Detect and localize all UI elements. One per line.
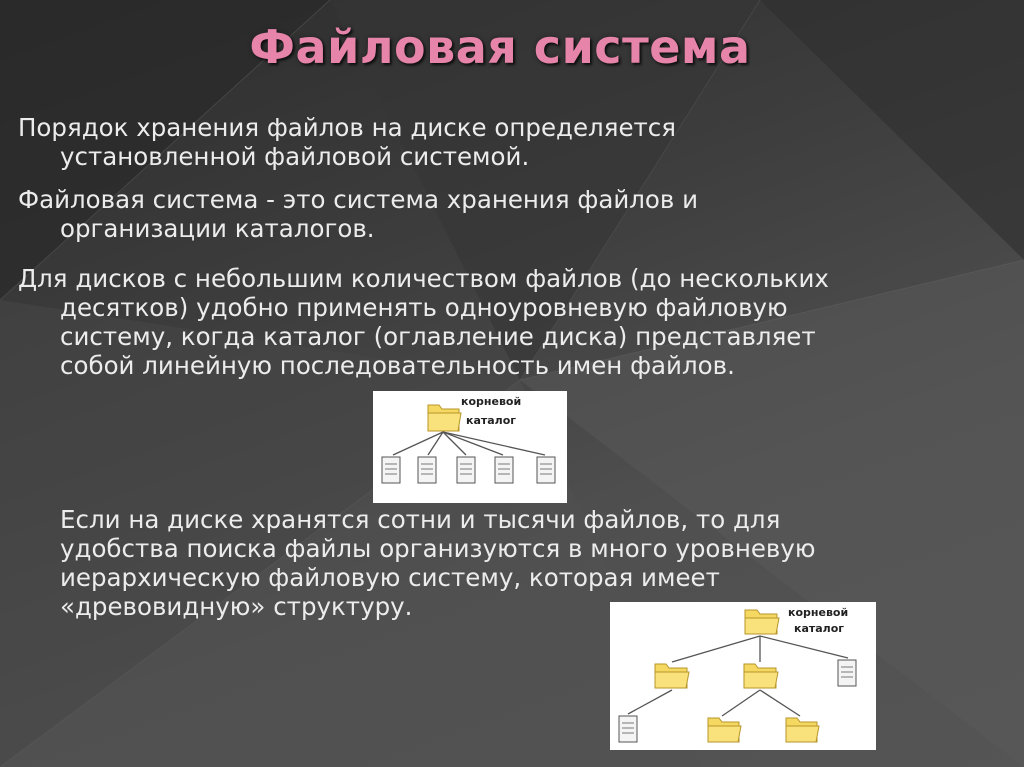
root-label-line2: каталог <box>466 414 517 427</box>
line: «древовидную» структуру. <box>60 592 413 621</box>
line: Файловая система - это система хранения файлов и <box>18 185 699 214</box>
file-icon <box>457 457 475 483</box>
file-icon <box>495 457 513 483</box>
file-icon <box>418 457 436 483</box>
line: иерархическую файловую систему, которая имеет <box>60 563 720 592</box>
slide-title: Файловая система <box>249 20 751 74</box>
line: Порядок хранения файлов на диске определяется <box>18 113 677 142</box>
root-label-line1: корневой <box>461 395 522 408</box>
file-icon <box>537 457 555 483</box>
file-icon <box>619 716 637 742</box>
line: собой линейную последовательность имен файлов. <box>60 351 735 380</box>
line: Для дисков с небольшим количеством файлов (до нескольких <box>18 264 829 293</box>
line: десятков) удобно применять одноуровневую файловую <box>60 293 788 322</box>
tree-branches <box>393 432 545 455</box>
paragraph-storage-order <box>18 113 1015 171</box>
folder-icon <box>428 405 461 431</box>
line: установленной файловой системой. <box>60 142 530 171</box>
line: Если на диске хранятся сотни и тысячи файлов, то для <box>60 505 781 534</box>
single-level-diagram <box>373 391 567 503</box>
paragraph-definition <box>18 185 1015 243</box>
file-icon <box>838 660 856 686</box>
folder-icon <box>708 718 741 742</box>
root-label-line2: каталог <box>794 622 845 635</box>
folder-icon <box>786 718 819 742</box>
line: удобства поиска файлы организуются в много уровневую <box>60 534 816 563</box>
line: систему, когда каталог (оглавление диска) представляет <box>60 322 816 351</box>
paragraph-single-level <box>18 264 1015 380</box>
folder-icon <box>655 664 689 688</box>
line: организации каталогов. <box>60 214 375 243</box>
root-label-line1: корневой <box>788 606 849 619</box>
folder-icon <box>745 610 779 634</box>
hierarchical-diagram <box>610 602 876 750</box>
folder-icon <box>744 664 778 688</box>
file-icon <box>382 457 400 483</box>
